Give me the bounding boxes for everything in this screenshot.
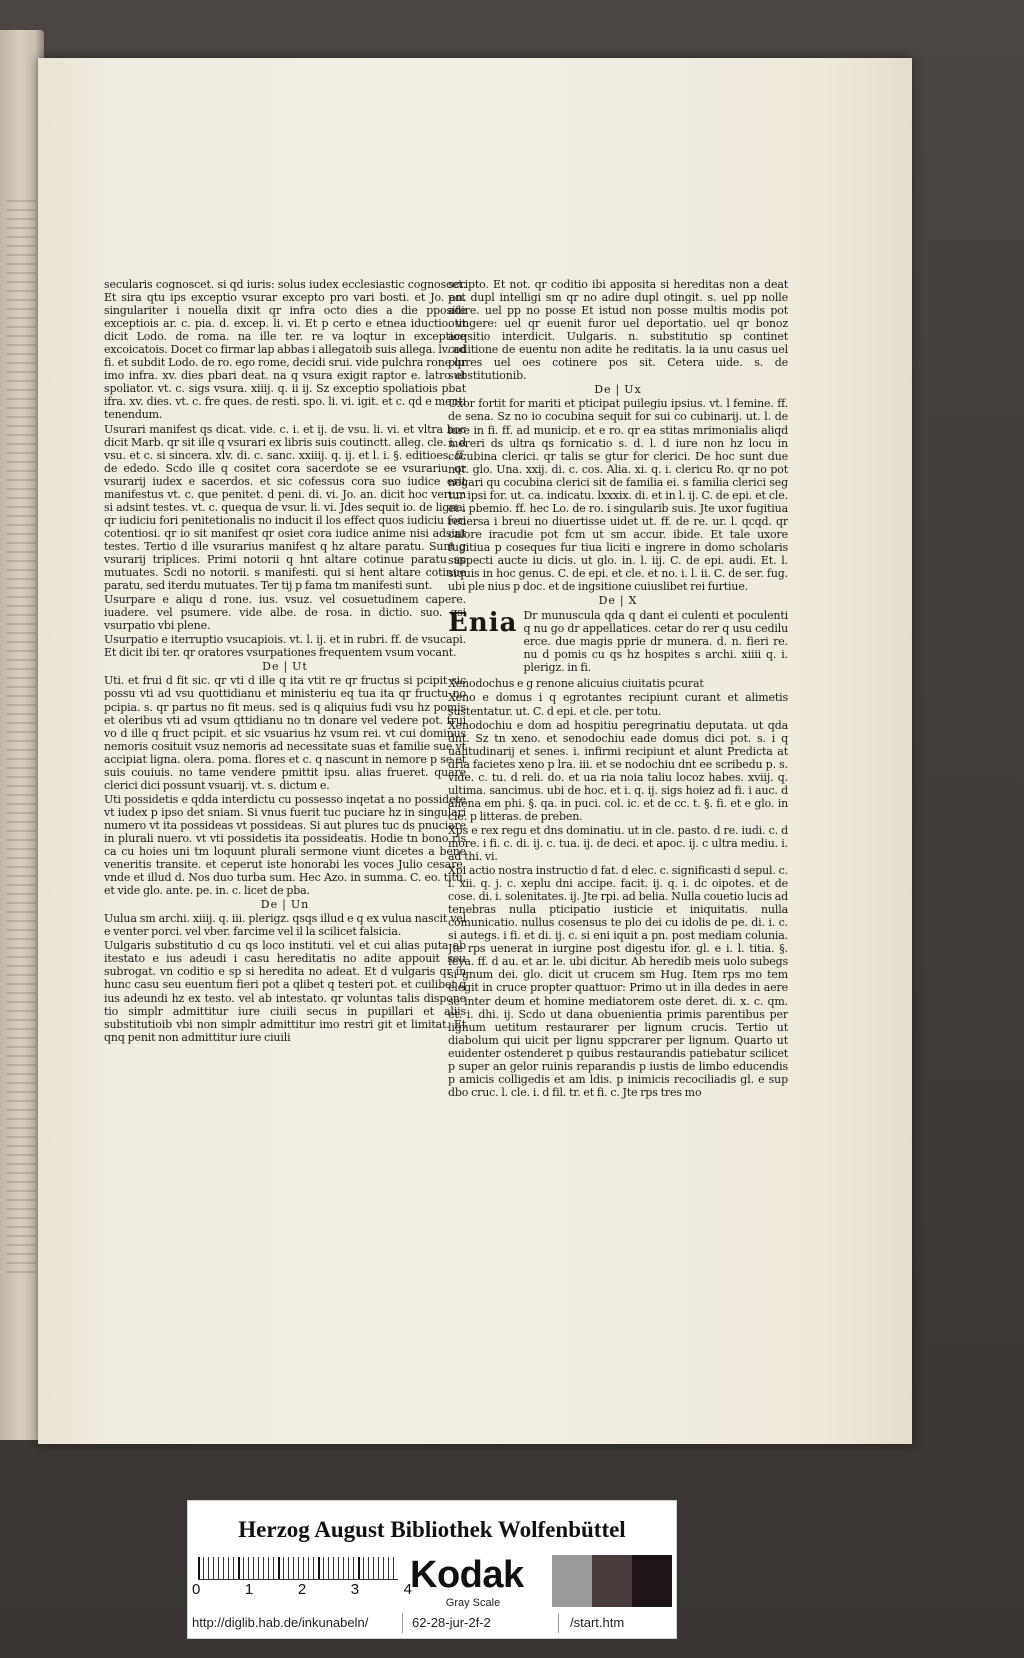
scan-target-bar [187, 1500, 677, 1639]
divider [402, 1613, 403, 1633]
paragraph: Xenodochiu e dom ad hospitiu peregrinatiu deputata. ut qda dnt. Sz tn xeno. et senodochiu eade domus dici pot. s. i q ualitudinarij et senes. i. infirmi recipiunt et alunt Predicta at dria facietes xeno p lra. iii. et se nodochiu dnt ee scribedu p. s. vide. c. tu. d reli. do. et ua ria noia taliu locoz habes. xviij. q. ultima. sancimus. ubi de hoc. et i. q. ij. sigs hoiez ad fi. i auc. d aliena em phi. §. qa. in puci. col. ic. et de cc. t. §. fi. et e glo. in cle. p litteras. de preben. [448, 718, 788, 823]
paragraph: Usurpatio e iterruptio vsucapiois. vt. l. ij. et in rubri. ff. de vsucapi. Et dicit ibi ter. qr oratores vsurpationes frequentem vsum vocant. [104, 633, 466, 660]
left-column [104, 278, 466, 1413]
grayscale-label: Gray Scale [445, 1597, 501, 1609]
paragraph: Xenodochus e g renone alicuius ciuitatis pcurat [448, 677, 704, 691]
divider [558, 1613, 559, 1633]
start-link[interactable]: /start.htm [570, 1615, 625, 1630]
paragraph: Uulua sm archi. xiiij. q. iii. plerigz. qsqs illud e q ex vulua nascit vel e venter porci. vel vber. farcime vel il la scilicet falsicia. [104, 912, 466, 939]
paragraph: Uti possidetis e qdda interdictu cu possesso inqetat a no possidete vt iudex p ipso det sniam. Si vnus fuerit tuc puciare hz in singulari numero vt ita possideas vt possideas. Si aut plures tuc ds pnuciare in plurali nuero. vt vti possidetis ita possideatis. Hodie tn bono ris ca cu hoies uni tm loquunt plurali sermone viunt dicetes a bene veneritis transite. et ceperut iste honorabi les voces Julio cesare. vnde et illud d. Nos duo turba sum. Hec Azo. in summa. C. eo. titu. et vide glo. ante. pe. in. c. licet de pba. [104, 792, 466, 898]
dark-swatch [592, 1555, 632, 1607]
paragraph: Xpi actio nostra instructio d fat. d elec. c. significasti d sepul. c. i. xii. q. j. c. xeplu dni accipe. facit. ij. q. i. dc oipotes. et de cose. di. i. solenitates. ij. Jte rpi. ad belia. Nulla couetio lucis ad tenebras nulla pticipatio iusticie et iniquitatis. nulla comunicatio. nullus cosensus te plo dei cu idolis de pe. di. i. c. si autegs. i fi. et di. ij. c. si eni iquit a pn. post mediam colunia. Jte rps uenerat in iurgine post digestu ifor. gl. e i. l. titia. §. feya. ff. d au. et ar. le. ubi dicitur. Ab heredib meis uolo subegs si gnum dei. glo. dicit ut crucem sm Hug. Item rps mo tem elegit in cruce propter quattuor: Primo ut in illa dedes in aere se inter deum et homine mediatorem oste deret. di. x. c. qm. et. i. dhi. ij. Scdo ut dana obuenientia primis parentibus per lignum uetitum restaurarer per lignum crucis. Tertio ut diabolum qui uicit per lignu sppcrarer per lignum. Quarto ut euidenter ostenderet p quibus restaurandis patiebatur scilicet p super an gelor ruinis reparandis p iustis de limbo educendis p amicis colligedis et am ldis. p inimicis recociliadis gl. e sup dbo cruc. l. cle. i. d fil. tr. et fi. c. Jte rps tres mo [448, 864, 788, 1099]
ruler-numbers [192, 1581, 412, 1601]
initial-word: Enia [448, 608, 518, 639]
section-heading: De | Ux [594, 383, 642, 397]
url-row [188, 1613, 676, 1635]
section-heading: De | Un [260, 898, 310, 912]
library-title: Herzog August Bibliothek Wolfenbüttel [238, 1517, 626, 1542]
paragraph: secularis cognoscet. si qd iuris: solus iudex ecclesiastic cognoscet. Et sira qtu ips exceptio vsurar excepto pro vari bosti. et Jo. an. singulariter i nouella dixit qr infra octo dies a die pposite exceptiois ar. c. pia. d. excep. li. vi. Et p certo e etnea iductio. vt dicit Lodo. de roma. na ille ter. re va loqtur in exceptioe excoicatois. Docet co firmar lap abbas i allegatoib suis allega. lv. ad fi. et subdit Lodo. de ro. ego rome, decidi srui. vide pulchra rone qr imo infra. xv. dies pbari deat. na q vsura exigit raptor e. latro et spoliator. vt. c. sigs vsura. xiiij. q. ii ij. Sz exceptio spoliatiois pbat ifra. xv. dies. vt. c. fre ques. de resti. spo. li. vi. igit. et c. qd e menti tenendum. [104, 278, 466, 422]
paragraph: scripto. Et not. qr coditio ibi apposita si hereditas non a deat pot dupl intelligi sm qr no adire dupl otingit. s. uel pp nolle adire. uel pp no posse Et istud non posse multis modis pot otingere: uel qr euenit furor uel deportatio. uel qr bonoz acqsitio interdicit. Uulgaris. n. substitutio sp continet coditione de euentu non adite he reditatis. la ia unu casus uel plures uel oes cotinere pos sit. Cetera uide. s. de substitutionib. [448, 278, 788, 383]
ruler-number: 2 [297, 1581, 307, 1598]
paragraph: Dr munuscula qda q dant ei culenti et poculenti q nu go dr appellatices. cetar do rer q usu cedilu erce. due magis pprie dr munera. d. n. fieri re. nu d pomis cu qs hz hospites s archi. xiiii q. i. plerigz. in fi. [523, 609, 788, 675]
base-url-link[interactable]: http://diglib.hab.de/inkunabeln/ [192, 1615, 369, 1630]
paragraph: Uti. et frui d fit sic. qr vti d ille q ita vtit re qr fructus si pcipit sic possu vti ad vsu quottidianu et ministeriu eq tua ita qr fructu no pcipia. s. qr partus no fit meus. sed is q aliquius fudi vsu hz pomis et oleribus vti ad vsum qttidianu no tn donare vel vedere pot. frui vo d ille q fruct pcipit. et sic vsuarius hz vsum rei. vt cui dominus nemoris cosituit vsuz nemoris ad necessitate suas et familie sue vt accipiat ligna. olera. poma. flores et c. q nascunt in nemore p se et suis couiuis. no tame vendere pmittit ipsu. alias frueret. quare clerici dici possunt vsuarij. vt. s. dictum e. [104, 674, 466, 792]
ruler-number: 0 [192, 1581, 201, 1598]
paragraph: Xeno e domus i q egrotantes recipiunt curant et alimetis sustentatur. ut. C. d epi. et cle. per totu. [448, 691, 788, 718]
paragraph: Uulgaris substitutio d cu qs loco instituti. vel et cui alias puta ab itestato e ius adeudi i casu hereditatis no adite appouit seu subrogat. vn coditio e sp si heredita no adeat. Et d vulgaris qr in hunc casu seu euentum fieri pot a qlibet q testeri pot. et cuilibet q ius adeundi hz ex testo. vel ab intestato. qr voluntas talis dispone tio simplr admittitur iure ciuili secus in pupillari et aliis substitutioib vbi non simplr admittitur imo restri git et limitat. Et qnq penit non admittitur iure ciuili [104, 939, 466, 1044]
incunabulum-page [38, 58, 912, 1444]
gray-swatch [552, 1555, 592, 1607]
ruler-number: 1 [244, 1581, 254, 1598]
initial-block [448, 609, 788, 674]
section-heading: De | Ut [262, 660, 308, 674]
section-heading: De | X [598, 594, 638, 608]
paragraph: Xps e rex regu et dns dominatiu. ut in cle. pasto. d re. iudi. c. d more. i fi. c. di. ij. c. tua. ij. de deci. et apoc. ij. c ultra mediu. i. ad thi. vi. [448, 823, 788, 864]
black-swatch [632, 1555, 672, 1607]
ruler-number: 3 [350, 1581, 360, 1598]
shelfmark: 62-28-jur-2f-2 [412, 1615, 491, 1630]
paragraph: Usurari manifest qs dicat. vide. c. i. et ij. de vsu. li. vi. et vltra hoc dicit Marb. qr sit ille q vsurari ex libris suis coutinctt. alleg. cle. i. d vsu. et c. si sincera. xlv. di. c. sanc. xxiiij. q. ij. et l. i. §. editioes. ff. de ededo. Scdo ille q cositet cora sacerdote se ee vsurariu qr vsurarij iudex e sacerdos. et sic cofessus cora suo iudice erit manifestus vt. c. que penitet. d peni. di. vi. Jo. an. dicit hoc verum si adsint testes. vt. c. quequa de vsur. li. vi. Jdes sequit io. de ligna. qr iudiciu fori penitetionalis no inducit il los effect quos iudiciu fori cotentiosi. qr io sit manifest qr osiet cora iudice anime nisi adsint testes. Tertio d ille vsurarius manifest q hz altare paratu. Sunt g vsurarij triplices. Primi notorii q hnt altare cotinue paratu sp mutuates. Scdi no notorii. s manifesti. qui si hent altare cotinue paratu, sed iterdu mutuates. Ter tij p fama tm manifesti sunt. [104, 422, 466, 593]
paragraph: Uxor fortit for mariti et pticipat puilegiu ipsius. vt. l femine. ff. de sena. Sz no io cocubina sequit for sui co cubinarij. ut. l. de iure in fi. ff. ad municip. et e ro. qr ea stitas mrimonialis aliqd mereri ds ultra qs fornicatio s. d. l. d iure non hz locu in cocubina clerici. qr talis se gtur for clerici. De hoc sunt due not. glo. Una. xxij. di. c. cos. Alia. xi. q. i. clericu Ro. qr no pot negari qu cocubina clerici sit de familia ei. s familia clerici seg tur ipsi for. ut. ca. indicatu. lxxxix. di. et in l. ij. C. de epi. et cle. et i pbemio. ff. hec Lo. de ro. i singularib suis. Jte uxor fugitiua reuersa i breui no diuertisse uidet ut. ff. de re. ur. l. qcqd. qr calore iracudie pot fcm ut sm accur. ibide. Et tale uxore fugitiua p coseques fur tiua liciti e ingrere in domo scholaris suspecti aucte iu dicis. ut glo. in. l. iij. C. de epi. audi. Et. l. siquis in hoc genus. C. de epi. et cle. et no. i. l. ii. C. de ser. fug. ubi ple nius p doc. et de ingsitione cuiuslibet rei furtiue. [448, 397, 788, 594]
right-column [448, 278, 788, 1413]
ruler-scale [198, 1557, 398, 1580]
kodak-logo: Kodak [410, 1554, 524, 1596]
paragraph: Usurpare e aliqu d rone. ius. vsuz. vel cosuetudinem capere. iuadere. vel psumere. vide albe. de rosa. in dictio. suo. qsi vsurpatio vbi plene. [104, 593, 466, 633]
ruler-number: 4 [403, 1581, 412, 1598]
